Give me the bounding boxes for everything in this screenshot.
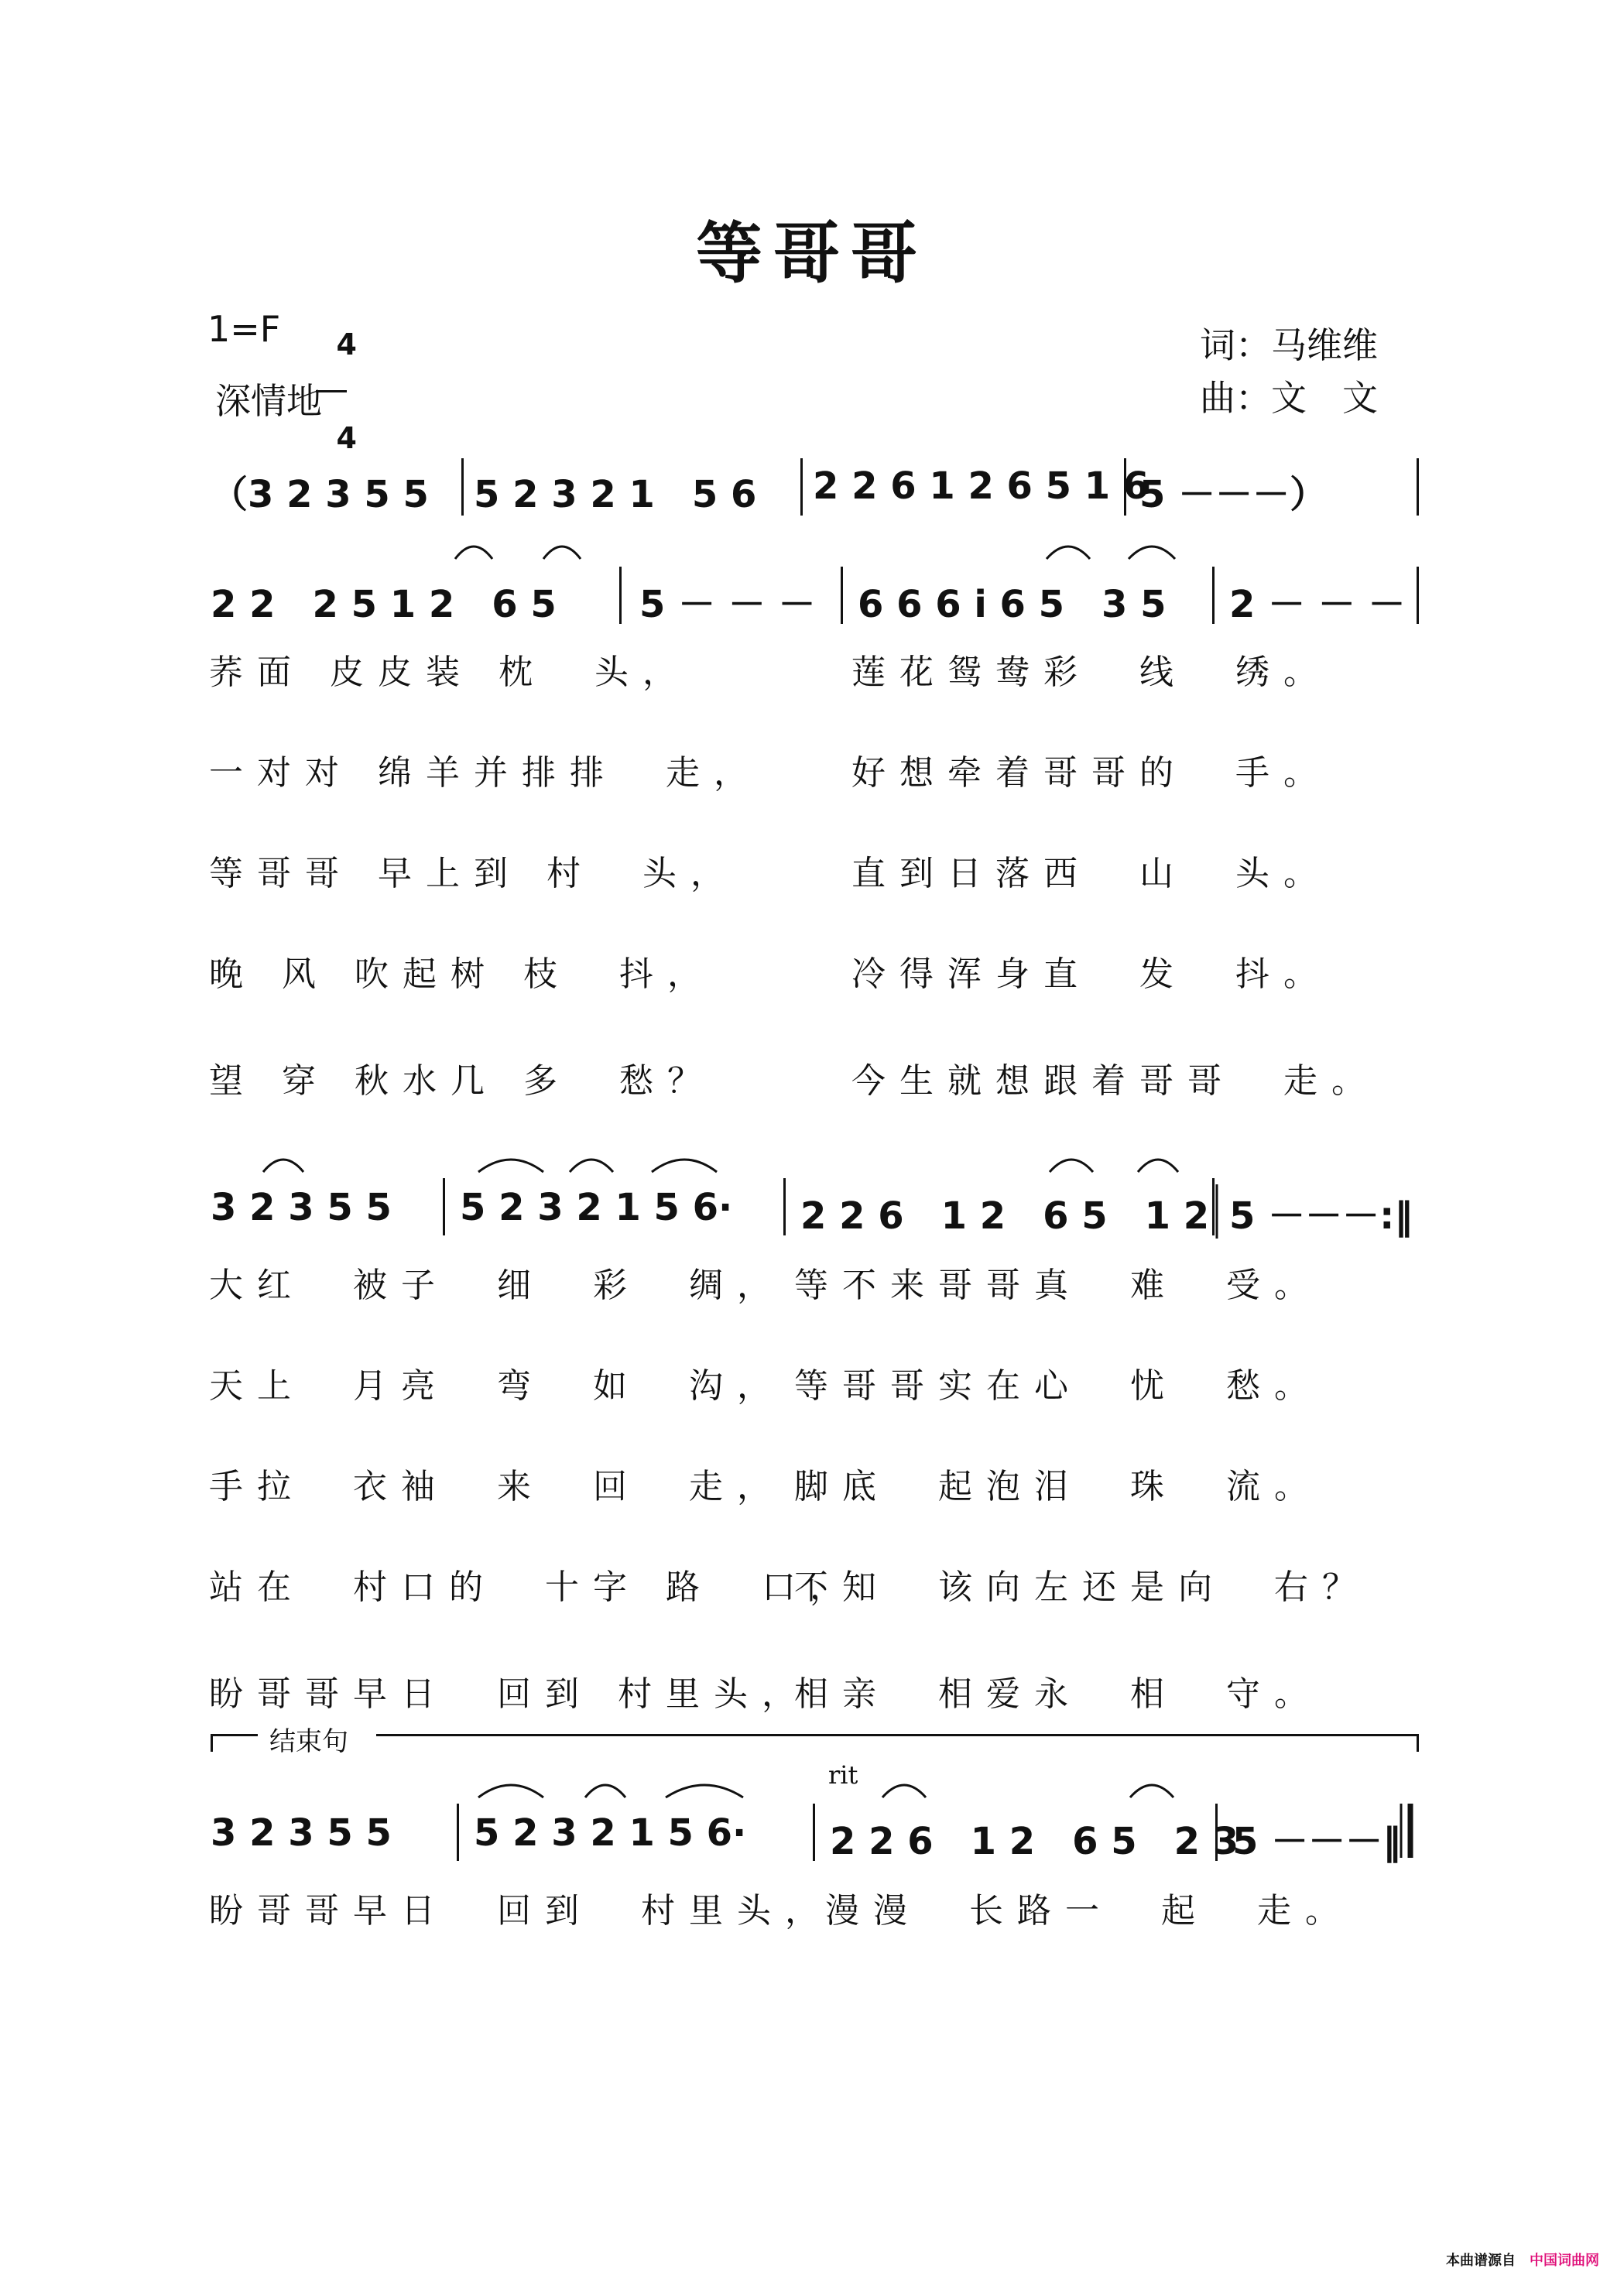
- lyric-line: 大红 被子 细 彩 绸，: [209, 1266, 785, 1305]
- lyric-line: 站在 村口的 十字 路 口，: [209, 1568, 858, 1607]
- intro-measure-4: 5 －－－）: [1139, 473, 1328, 516]
- measure-4: 5 －－－:‖: [1229, 1194, 1413, 1238]
- composer-credit: 曲：文 文: [1200, 377, 1378, 419]
- rit-marking: rit: [828, 1760, 858, 1790]
- ending-lyrics-b: 漫漫 长路一 起 走。: [825, 1891, 1353, 1931]
- measure-4: 5 －－－‖: [1232, 1820, 1402, 1863]
- measure-2: 5 2 3 2 1 5 6·: [474, 1811, 747, 1855]
- measure-4: 2 － － －: [1229, 583, 1406, 626]
- lyric-line: 今生就想跟着哥哥 走。: [851, 1061, 1379, 1101]
- tempo-marking: 深情地: [215, 380, 322, 422]
- lyricist-credit: 词：马维维: [1200, 324, 1378, 366]
- measure-1: 3 2 3 5 5: [211, 1186, 392, 1229]
- intro-measure-2: 5 2 3 2 1 5 6: [474, 473, 757, 516]
- song-title: 等哥哥: [696, 215, 928, 293]
- lyric-line: 不知 该向左还是向 右？: [794, 1568, 1370, 1607]
- measure-2: 5 2 3 2 1 5 6·: [460, 1186, 733, 1229]
- lyric-line: 晚 风 吹起树 枝 抖，: [209, 954, 715, 994]
- lyric-line: 等不来哥哥真 难 受。: [794, 1266, 1322, 1305]
- lyric-line: 好想牵着哥哥的 手。: [851, 753, 1331, 793]
- lyric-line: 等哥哥 早上到 村 头，: [209, 854, 738, 893]
- lyric-line: 望 穿 秋水几 多 愁？: [209, 1061, 715, 1101]
- measure-2: 5 － － －: [639, 583, 816, 626]
- lyric-line: 相亲 相爱永 相 守。: [794, 1674, 1322, 1714]
- measure-1: 3 2 3 5 5: [211, 1811, 392, 1855]
- time-signature-top: 4: [336, 327, 357, 361]
- lyric-line: 手拉 衣袖 来 回 走，: [209, 1467, 785, 1506]
- lyric-line: 等哥哥实在心 忧 愁。: [794, 1366, 1322, 1406]
- measure-3: 2 2 6 1 2 6 5 2 3: [830, 1820, 1239, 1863]
- measure-3: 2 2 6 1 2 6 5 1 2: [800, 1194, 1210, 1238]
- key-signature: 1=F: [207, 308, 281, 350]
- ending-label: 结束句: [269, 1726, 348, 1757]
- lyric-line: 莲花鸳鸯彩 线 绣。: [851, 653, 1331, 692]
- lyric-line: 一对对 绵羊并排排 走，: [209, 753, 762, 793]
- intro-measure-1: （3 2 3 5 5: [211, 473, 429, 516]
- intro-measure-3: 2 2 6 1 2 6 5 1 6: [813, 464, 1149, 508]
- lyric-line: 冷得浑身直 发 抖。: [851, 954, 1331, 994]
- lyric-line: 盼哥哥早日 回到 村里头，: [209, 1674, 810, 1714]
- time-signature-bottom: 4: [336, 421, 357, 455]
- footer-site-link[interactable]: 中国词曲网: [1530, 2253, 1599, 2269]
- lyric-line: 脚底 起泡泪 珠 流。: [794, 1467, 1322, 1506]
- lyric-line: 荞面 皮皮装 枕 头，: [209, 653, 690, 692]
- ending-lyrics-a: 盼哥哥早日 回到 村里头，: [209, 1891, 833, 1931]
- lyric-line: 直到日落西 山 头。: [851, 854, 1331, 893]
- measure-3: 6 6 6 i 6 5 3 5: [858, 583, 1167, 626]
- measure-1: 2 2 2 5 1 2 6 5: [211, 583, 557, 626]
- lyric-line: 天上 月亮 弯 如 沟，: [209, 1366, 785, 1406]
- footer-source-label: 本曲谱源自: [1446, 2253, 1516, 2269]
